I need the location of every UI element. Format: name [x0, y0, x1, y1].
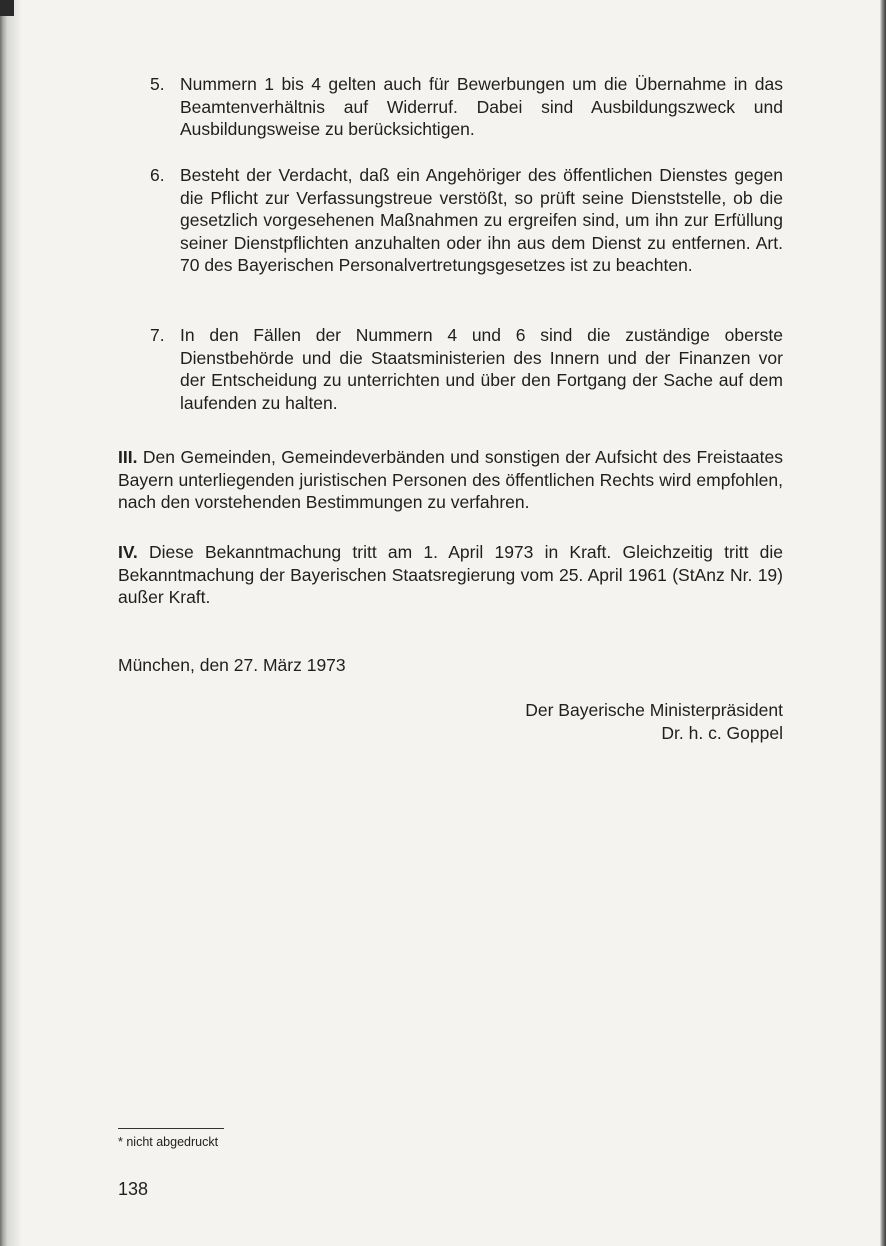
section-label: IV. [118, 542, 138, 562]
list-item-text: Besteht der Verdacht, daß ein Angehöriger des öffentlichen Dienstes gegen die Pflicht zur Verfassungstreue verstößt, so prüft seine Dienststelle, ob die gesetzlich vorgesehenen Maßnahmen zu ergreifen sind, um ihn zur Erfüllung seiner Dienstpflichten anzuhalten oder ihn aus dem Dienst zu entfernen. Art. 70 des Bayerischen Personalvertretungsgesetzes ist zu beachten. [180, 165, 783, 276]
page-number: 138 [118, 1179, 149, 1199]
list-item-text: Nummern 1 bis 4 gelten auch für Bewerbungen um die Übernahme in das Beamtenverhältnis auf Widerruf. Dabei sind Ausbildungszweck und Ausbildungsweise zu berücksichtigen. [180, 74, 783, 140]
section-text: Diese Bekanntmachung tritt am 1. April 1973 in Kraft. Gleichzeitig tritt die Bekanntmachung der Bayerischen Staatsregierung vom 25. April 1961 (StAnz Nr. 19) außer Kraft. [118, 542, 783, 608]
signature-block [460, 699, 783, 744]
list-item-number: 6. [150, 165, 165, 185]
section-iv [118, 541, 783, 609]
signature-title: Der Bayerische Ministerpräsident [525, 700, 783, 720]
place-date: München, den 27. März 1973 [118, 655, 346, 675]
list-item-number: 5. [150, 74, 165, 94]
section-iii [118, 446, 783, 514]
signature-name: Dr. h. c. Goppel [661, 722, 783, 743]
page-right-edge [880, 0, 886, 1246]
page-binding-edge [0, 0, 8, 1246]
scan-corner-mark [0, 0, 14, 16]
page-binding-shadow [8, 0, 22, 1246]
list-item-text: In den Fällen der Nummern 4 und 6 sind die zuständige oberste Dienstbehörde und die Staatsministerien des Innern und der Finanzen vor der Entscheidung zu unterrichten und über den Fortgang der Sache auf dem laufenden zu halten. [180, 325, 783, 413]
footnote-rule [118, 1128, 224, 1129]
section-label: III. [118, 447, 138, 467]
footnote: * nicht abgedruckt [118, 1135, 219, 1149]
section-text: Den Gemeinden, Gemeindeverbänden und sonstigen der Aufsicht des Freistaates Bayern unterliegenden juristischen Personen des öffentlichen Rechts wird empfohlen, nach den vorstehenden Bestimmungen zu verfahren. [118, 447, 783, 513]
list-item-number: 7. [150, 325, 165, 345]
